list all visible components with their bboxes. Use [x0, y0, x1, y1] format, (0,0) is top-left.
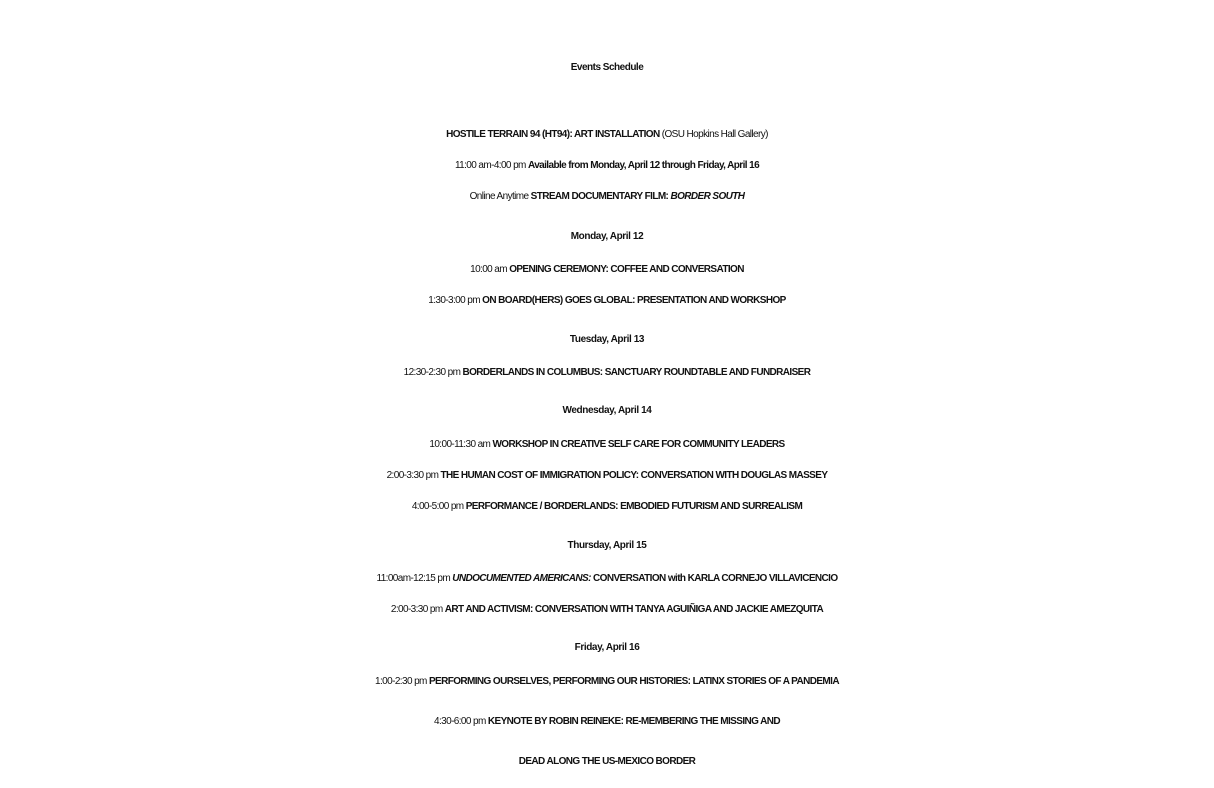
event-title: WORKSHOP IN CREATIVE SELF CARE FOR COMMUNITY LEADERS — [492, 439, 785, 450]
event-time: Online Anytime — [469, 191, 531, 202]
day-heading-thursday: Thursday, April 15 — [567, 540, 647, 551]
day-heading-monday: Monday, April 12 — [570, 231, 644, 242]
day-heading-tuesday: Tuesday, April 13 — [569, 334, 645, 345]
event-location: (OSU Hopkins Hall Gallery) — [659, 129, 768, 140]
day-heading-friday: Friday, April 16 — [574, 642, 640, 653]
ongoing-event-documentary — [0, 184, 1214, 210]
event-title-italic: UNDOCUMENTED AMERICANS: — [452, 573, 591, 584]
event-time: 10:00 am — [470, 264, 510, 275]
keynote-line-1 — [0, 702, 1214, 742]
event-title: CONVERSATION with KARLA CORNEJO VILLAVICENCIO — [590, 573, 838, 584]
event-title: BORDERLANDS IN COLUMBUS: SANCTUARY ROUNDTABLE AND FUNDRAISER — [462, 367, 811, 378]
event-title-italic: BORDER SOUTH — [670, 191, 745, 202]
event-time: 2:00-3:30 pm — [386, 470, 441, 481]
event-line — [0, 463, 1214, 489]
keynote-time: 4:30-6:00 pm — [434, 716, 488, 727]
event-line — [0, 494, 1214, 520]
event-time: 11:00 am-4:00 pm — [454, 160, 528, 171]
keynote-line-2 — [0, 742, 1214, 782]
event-title: PERFORMING OURSELVES, PERFORMING OUR HISTORIES: LATINX STORIES OF A PANDEMIA — [428, 676, 839, 687]
event-title: HOSTILE TERRAIN 94 (HT94): ART INSTALLATION — [446, 129, 660, 140]
event-time: 2:00-3:30 pm — [390, 604, 445, 615]
event-title: THE HUMAN COST OF IMMIGRATION POLICY: CONVERSATION WITH DOUGLAS MASSEY — [440, 470, 828, 481]
event-time: 4:00-5:00 pm — [411, 501, 466, 512]
event-time: 1:00-2:30 pm — [375, 676, 429, 687]
event-line — [0, 566, 1214, 592]
page-title: Events Schedule — [570, 62, 644, 73]
event-line — [0, 288, 1214, 314]
event-title: ON BOARD(HERS) GOES GLOBAL: PRESENTATION AND WORKSHOP — [482, 295, 786, 306]
event-title: Available from Monday, April 12 through Friday, April 16 — [527, 160, 760, 171]
event-time: 1:30-3:00 pm — [428, 295, 483, 306]
keynote-title-continued: DEAD ALONG THE US-MEXICO BORDER — [518, 756, 696, 767]
event-title: STREAM DOCUMENTARY FILM: — [530, 191, 671, 202]
event-time: 11:00am-12:15 pm — [376, 573, 453, 584]
event-title: PERFORMANCE / BORDERLANDS: EMBODIED FUTURISM AND SURREALISM — [465, 501, 803, 512]
event-time: 10:00-11:30 am — [429, 439, 493, 450]
event-title: ART AND ACTIVISM: CONVERSATION WITH TANYA AGUIÑIGA AND JACKIE AMEZQUITA — [444, 604, 824, 615]
keynote-title: KEYNOTE BY ROBIN REINEKE: RE-MEMBERING THE MISSING AND — [487, 716, 780, 727]
event-line — [0, 432, 1214, 458]
ongoing-event-availability — [0, 153, 1214, 179]
event-line — [0, 360, 1214, 386]
event-line — [0, 669, 1214, 695]
event-line — [0, 257, 1214, 283]
event-time: 12:30-2:30 pm — [403, 367, 463, 378]
event-title: OPENING CEREMONY: COFFEE AND CONVERSATION — [509, 264, 744, 275]
event-line — [0, 597, 1214, 623]
ongoing-event-ht94 — [0, 122, 1214, 148]
day-heading-wednesday: Wednesday, April 14 — [562, 405, 652, 416]
